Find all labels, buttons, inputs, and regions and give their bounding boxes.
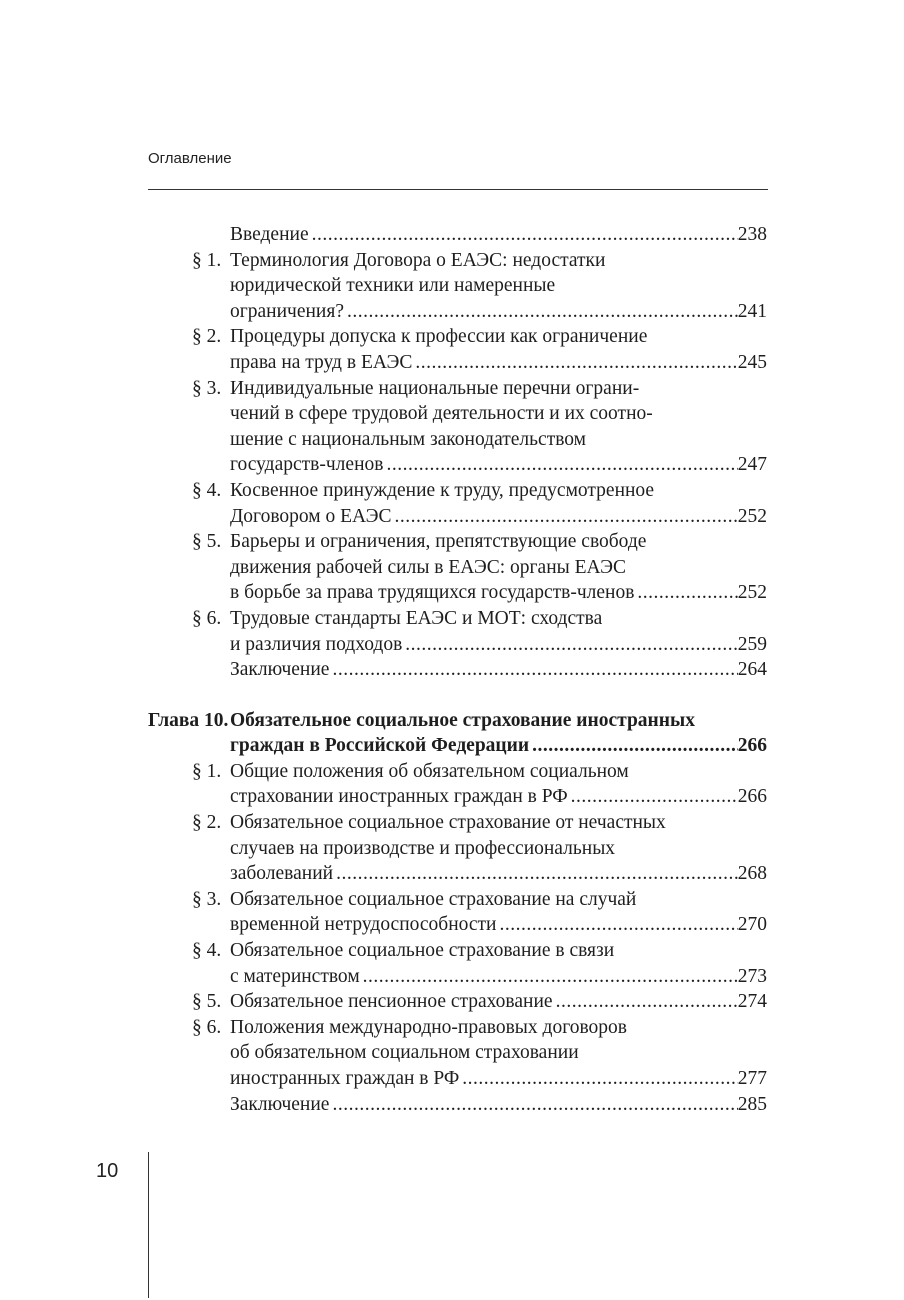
toc-line xyxy=(148,861,767,887)
leader-line xyxy=(230,1092,767,1118)
section-number: § 4. xyxy=(192,479,222,501)
toc-entry xyxy=(148,606,767,632)
toc-entry xyxy=(148,248,767,274)
table-of-contents xyxy=(148,222,767,1117)
entry-title: движения рабочей силы в ЕАЭС: органы ЕАЭС xyxy=(230,556,627,578)
entry-title: ограничения? xyxy=(230,300,344,322)
toc-line xyxy=(148,299,767,325)
entry-title: чений в сфере трудовой деятельности и их соотно- xyxy=(230,403,653,425)
toc-line xyxy=(148,912,767,938)
toc-entry xyxy=(148,887,767,913)
entry-title: Процедуры допуска к профессии как ограничение xyxy=(230,326,648,348)
entry-title: Договором о ЕАЭС xyxy=(230,505,392,527)
dot-leader xyxy=(529,733,738,759)
entry-title: юридической техники или намеренные xyxy=(230,275,556,297)
section-number: § 5. xyxy=(192,531,222,553)
entry-title: Барьеры и ограничения, препятствующие свободе xyxy=(230,531,647,553)
toc-entry xyxy=(148,989,767,1015)
section-number: § 6. xyxy=(192,1016,222,1038)
toc-entry xyxy=(148,759,767,785)
toc-line xyxy=(148,350,767,376)
dot-leader xyxy=(333,861,738,887)
leader-line xyxy=(230,580,767,606)
toc-line xyxy=(148,504,767,530)
leader-line xyxy=(230,964,767,990)
entry-title: Заключение xyxy=(230,1093,330,1115)
entry-title: государств-членов xyxy=(230,454,384,476)
dot-leader xyxy=(553,989,738,1015)
toc-line xyxy=(148,401,767,427)
section-spacer xyxy=(148,683,767,708)
toc-line xyxy=(148,273,767,299)
page-ref: 252 xyxy=(737,582,767,604)
leader-line xyxy=(230,632,767,658)
toc-entry xyxy=(148,478,767,504)
entry-title: Обязательное социальное страхование в связи xyxy=(230,940,615,962)
toc-entry xyxy=(148,1092,767,1118)
page-ref: 264 xyxy=(737,659,767,681)
entry-title: права на труд в ЕАЭС xyxy=(230,351,413,373)
entry-title: Введение xyxy=(230,224,309,245)
entry-title: в борьбе за права трудящихся государств-членов xyxy=(230,582,635,604)
toc-line xyxy=(148,580,767,606)
dot-leader xyxy=(360,964,738,990)
dot-leader xyxy=(568,784,738,810)
toc-entry xyxy=(148,324,767,350)
leader-line xyxy=(230,350,767,376)
toc-entry xyxy=(148,938,767,964)
page-ref: 259 xyxy=(737,633,767,655)
toc-entry xyxy=(148,810,767,836)
toc-entry xyxy=(148,376,767,402)
entry-title: Обязательное социальное страхование иностранных xyxy=(230,709,695,731)
toc-line xyxy=(148,784,767,810)
section-number: § 1. xyxy=(192,760,222,782)
entry-title: Обязательное социальное страхование от нечастных xyxy=(230,812,666,834)
chapter-heading xyxy=(148,708,767,734)
entry-title: заболеваний xyxy=(230,863,334,885)
page-ref: 238 xyxy=(737,224,767,245)
leader-line xyxy=(230,657,767,683)
leader-line xyxy=(230,989,767,1015)
folio-rule xyxy=(148,1152,149,1298)
toc-line xyxy=(148,555,767,581)
page-number: 10 xyxy=(96,1160,119,1182)
entry-title: временной нетрудоспособности xyxy=(230,914,497,936)
page-ref: 270 xyxy=(737,914,767,936)
page-ref: 285 xyxy=(737,1093,767,1115)
entry-title: Положения международно-правовых договоров xyxy=(230,1016,627,1038)
entry-title: Общие положения об обязательном социальном xyxy=(230,760,629,782)
section-number: § 3. xyxy=(192,888,222,910)
section-number: § 6. xyxy=(192,607,222,629)
dot-leader xyxy=(329,1092,737,1118)
dot-leader xyxy=(383,452,737,478)
toc-line xyxy=(148,632,767,658)
toc-entry xyxy=(148,222,767,248)
leader-line xyxy=(230,784,767,810)
entry-title: страховании иностранных граждан в РФ xyxy=(230,786,568,808)
entry-title: Терминология Договора о ЕАЭС: недостатки xyxy=(230,249,606,271)
running-title: Оглавление xyxy=(148,150,232,167)
toc-entry xyxy=(148,529,767,555)
entry-title: об обязательном социальном страховании xyxy=(230,1042,579,1064)
entry-title: и различия подходов xyxy=(230,633,403,655)
toc-line xyxy=(148,452,767,478)
page-ref: 247 xyxy=(737,454,767,476)
section-number: § 4. xyxy=(192,940,222,962)
entry-title: иностранных граждан в РФ xyxy=(230,1068,460,1089)
toc-line xyxy=(148,1040,767,1066)
leader-line xyxy=(230,861,767,887)
section-number: § 2. xyxy=(192,812,222,834)
section-number: § 2. xyxy=(192,326,222,348)
dot-leader xyxy=(402,632,737,658)
toc-line xyxy=(148,427,767,453)
page-ref: 277 xyxy=(737,1068,767,1089)
page-ref: 245 xyxy=(737,351,767,373)
section-number: § 1. xyxy=(192,249,222,271)
leader-line xyxy=(230,504,767,530)
dot-leader xyxy=(634,580,737,606)
leader-line xyxy=(230,299,767,325)
leader-line xyxy=(230,452,767,478)
entry-title: шение с национальным законодательством xyxy=(230,428,587,450)
leader-line xyxy=(230,222,767,248)
section-number: § 3. xyxy=(192,377,222,399)
section-number: § 5. xyxy=(192,991,222,1013)
entry-title: Заключение xyxy=(230,659,330,681)
toc-line xyxy=(148,964,767,990)
toc-entry xyxy=(148,1015,767,1041)
leader-line xyxy=(230,733,767,759)
entry-title: граждан в Российской Федерации xyxy=(230,735,530,757)
dot-leader xyxy=(309,222,738,248)
page-ref: 266 xyxy=(737,735,767,757)
toc-line xyxy=(148,733,767,759)
page-ref: 268 xyxy=(737,863,767,885)
toc-line xyxy=(148,1066,767,1092)
entry-title: с материнством xyxy=(230,965,360,987)
toc-entry xyxy=(148,657,767,683)
leader-line xyxy=(230,912,767,938)
page-ref: 266 xyxy=(737,786,767,808)
dot-leader xyxy=(497,912,738,938)
page-ref: 241 xyxy=(737,300,767,322)
entry-title: случаев на производстве и профессиональных xyxy=(230,837,616,859)
entry-title: Индивидуальные национальные перечни ограни- xyxy=(230,377,640,399)
dot-leader xyxy=(412,350,737,376)
page-ref: 273 xyxy=(737,965,767,987)
chapter-label: Глава 10. xyxy=(148,709,229,731)
dot-leader xyxy=(392,504,738,530)
entry-title: Обязательное социальное страхование на случай xyxy=(230,888,637,910)
page-ref: 252 xyxy=(737,505,767,527)
toc-line xyxy=(148,836,767,862)
entry-title: Косвенное принуждение к труду, предусмотренное xyxy=(230,479,655,501)
header-rule xyxy=(148,189,768,190)
page-ref: 274 xyxy=(737,991,767,1013)
dot-leader xyxy=(459,1066,737,1092)
dot-leader xyxy=(344,299,738,325)
dot-leader xyxy=(329,657,737,683)
leader-line xyxy=(230,1066,767,1092)
entry-title: Обязательное пенсионное страхование xyxy=(230,991,553,1013)
entry-title: Трудовые стандарты ЕАЭС и МОТ: сходства xyxy=(230,607,603,629)
